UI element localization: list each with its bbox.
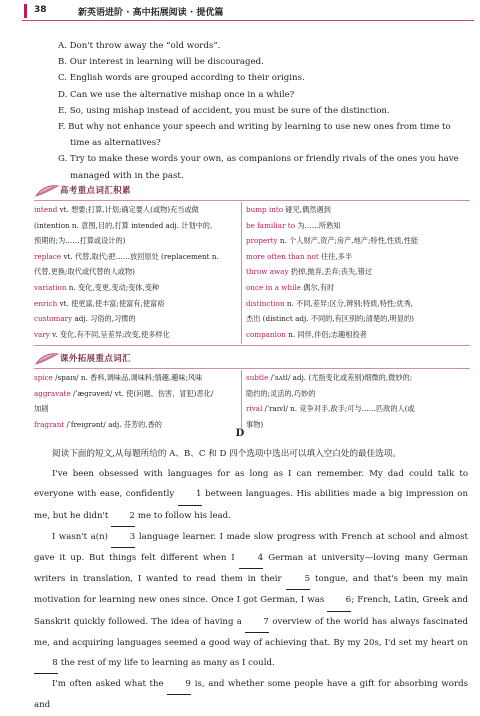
section-label: 高考重点词汇积累: [60, 185, 131, 195]
feather-icon: [34, 351, 60, 365]
vocab-word: more often than not: [246, 251, 319, 261]
vocab-definition: (intention n. 意图,目的,打算 intended adj. 计划中的,: [34, 220, 213, 230]
blank-number: 6: [327, 590, 351, 611]
vocab-definition: n. 不同,差异;区分,辨别;特质,特性;优秀,: [284, 298, 414, 308]
vocab-word: fragrant: [34, 419, 65, 429]
vocab-definition: 偶尔,有时: [300, 282, 335, 292]
passage-text: the rest of my life to learning as many as I could.: [58, 658, 275, 669]
vocab-column-left: [34, 202, 236, 342]
vocab-word: bump into: [246, 205, 284, 214]
vocab-word: once in a while: [246, 282, 301, 292]
vocab-entry: [246, 218, 470, 234]
vocab-entry: [34, 202, 236, 218]
vocab-entry: [246, 264, 470, 280]
passage-text: I wasn't a(n): [52, 531, 112, 542]
vocab-definition: /ˈsʌtl/ adj. (尤指变化或差别)细微的,微妙的;: [268, 373, 413, 382]
vocab-entry: [34, 280, 236, 296]
option-a: A. Don't throw away the “old words”.: [58, 41, 221, 51]
vocab-column-left: [34, 370, 236, 432]
vocab-entry: [34, 401, 236, 417]
passage-text: is, and whether some people have a gift for absorbing words and: [34, 679, 468, 711]
option-g: G. Try to make these words your own, as companions or friendly rivals of the ones you have managed with in the past.: [58, 154, 459, 181]
option-f: F. But why not enhance your speech and writing by learning to use new ones from time to time as alternatives?: [58, 122, 451, 149]
vocab-word: be familiar to: [246, 220, 296, 230]
option-d: D. Can we use the alternative mishap once in a while?: [58, 89, 295, 100]
section-label: 课外拓展重点词汇: [60, 353, 131, 363]
vocab-definition: n. 个人财产,资产;房产,地产;特性,性质,性能: [277, 236, 419, 246]
vocab-entry: [246, 401, 470, 417]
vocab-definition: 事物): [246, 419, 264, 429]
vocab-definition: /spaɪs/ n. 香料,调味品,调味料;情趣,趣味;风味: [52, 373, 203, 382]
vocab-definition: 往往,多半: [318, 251, 353, 261]
option-e: E. So, using mishap instead of accident, you must be sure of the distinction.: [58, 105, 390, 116]
vocab-definition: 为……所熟知: [295, 220, 341, 230]
vocab-word: throw away: [246, 267, 289, 277]
blank-number: 1: [178, 484, 202, 505]
passage-text: I've been obsessed with languages for as long as I can remember. My dad could talk to everyone with ease, confidently: [34, 469, 468, 500]
table-divider: [241, 202, 242, 344]
blank-number: 7: [245, 612, 269, 633]
option-b: B. Our interest in learning will be discouraged.: [58, 57, 264, 68]
feather-icon: [34, 183, 60, 197]
vocab-word: companion: [246, 329, 286, 339]
vocab-entry: [34, 249, 236, 265]
vocab-entry: [246, 327, 470, 343]
vocab-word: spice: [34, 373, 53, 382]
vocab-definition: 隐约的;灵活的,巧妙的: [246, 388, 316, 398]
paragraph-2: [34, 527, 468, 674]
vocab-entry: [246, 233, 470, 249]
option-c: C. English words are grouped according to their origins.: [58, 73, 305, 84]
vocab-word: vary: [34, 329, 50, 339]
vocab-definition: /ˈfreɪɡrənt/ adj. 芬芳的,香的: [64, 419, 162, 429]
passage-text: German at university—loving many German writers in translation, I wanted to read them in their: [34, 553, 468, 585]
section-heading-extended-vocab: [34, 350, 131, 366]
header-accent-tab: [24, 4, 27, 18]
section-d-title: D: [235, 428, 245, 439]
vocab-definition: /ˈæɡrəveɪt/ vt. 使(问题、伤害、冒犯)恶化/: [70, 388, 214, 398]
table-bottom-rule: [34, 345, 470, 346]
vocab-table-core: [34, 202, 470, 344]
instruction: 阅读下面的短文,从每题所给的 A、B、C 和 D 四个选项中选出可以填入空白处的最佳选项。: [52, 449, 402, 459]
vocab-definition: v. 变化,有不同,呈差异;改变,使多样化: [49, 329, 170, 339]
passage-text: overview of the world has always fascinated me, and acquiring languages seemed a good way of achieving that. By my 20s, I'd set my heart on: [34, 616, 468, 648]
vocab-word: enrich: [34, 298, 58, 308]
paragraph-1: [34, 464, 468, 527]
vocab-definition: n. 变化,变更,变动;变体,变种: [66, 282, 160, 292]
vocab-entry: [34, 233, 236, 249]
passage-text: between languages. His abilities made a big impression on me, but he didn't: [34, 489, 468, 521]
blank-number: 2: [111, 506, 135, 527]
vocab-definition: 扔掉,抛弃,丢弃;丧失,错过: [288, 267, 372, 277]
vocab-entry: [34, 311, 236, 327]
blank-number: 4: [239, 548, 263, 569]
vocab-definition: n. 同伴,伴侣;志趣相投者: [285, 329, 367, 339]
vocab-entry: [246, 311, 470, 327]
vocab-definition: vt. 代替,取代;把……放回原处 (replacement n.: [61, 251, 219, 261]
vocab-word: property: [246, 236, 278, 246]
vocab-entry: [34, 264, 236, 280]
passage-text: tongue, and that's been my main motivation for learning new ones since. Once I got German, I was: [34, 574, 468, 606]
vocab-definition: 加剧: [34, 404, 49, 414]
vocab-word: customary: [34, 314, 73, 324]
vocab-definition: adj. 习俗的,习惯的: [72, 314, 136, 324]
passage-text: me to follow his lead.: [135, 510, 231, 521]
passage-text: language learner. I made slow progress with French at school and almost gave it up. But things felt different when I: [34, 531, 468, 564]
blank-number: 3: [111, 527, 135, 548]
vocab-word: aggravate: [34, 388, 71, 398]
vocab-column-right: [246, 202, 470, 342]
vocab-word: replace: [34, 251, 62, 261]
page-header: [0, 0, 480, 26]
vocab-definition: vt. 想要;打算,计划;确定要人(或物)充当或做: [57, 205, 199, 214]
vocab-entry: [34, 386, 236, 402]
passage-text: ; French, Latin, Greek and Sanskrit quickly followed. The idea of having a: [34, 595, 469, 627]
vocab-entry: [246, 249, 470, 265]
table-top-rule: [34, 368, 470, 369]
vocab-definition: vt. 使更富,使丰富;使富有,使富裕: [57, 298, 165, 308]
vocab-definition: 代替,更换;取代或代替的人或物): [34, 267, 135, 277]
vocab-definition: /ˈraɪvl/ n. 竞争对手,敌手;可与……匹敌的人(或: [262, 404, 415, 414]
vocab-column-right: [246, 370, 470, 432]
vocab-word: rival: [246, 404, 263, 414]
book-title: 新英语进阶 · 高中拓展阅读 · 提优篇: [78, 8, 224, 18]
vocab-entry: [246, 370, 470, 386]
vocab-entry: [246, 296, 470, 312]
vocab-word: intend: [34, 205, 58, 214]
section-heading-core-vocab: [34, 182, 131, 198]
blank-number: 5: [286, 569, 310, 590]
vocab-entry: [34, 370, 236, 386]
paragraph-3: [34, 674, 468, 715]
vocab-entry: [34, 218, 236, 234]
vocab-word: variation: [34, 282, 67, 292]
blank-number: 8: [34, 653, 58, 674]
vocab-entry: [246, 202, 470, 218]
page-number: 38: [34, 5, 47, 15]
vocab-definition: 杰出 (distinct adj. 不同的,有区别的;清楚的,明显的): [246, 314, 414, 324]
table-top-rule: [34, 200, 470, 201]
vocab-entry: [34, 327, 236, 343]
passage-text: I'm often asked what the: [52, 679, 168, 690]
vocab-word: subtle: [246, 373, 269, 382]
vocab-entry: [246, 280, 470, 296]
vocab-definition: 碰见,偶然遇到: [283, 205, 331, 214]
vocab-table-extended: [34, 370, 470, 428]
blank-number: 9: [167, 674, 191, 695]
vocab-definition: 预期的;为……打算或设计的): [34, 236, 126, 246]
vocab-entry: [246, 386, 470, 402]
vocab-entry: [34, 296, 236, 312]
cloze-passage: [34, 444, 468, 716]
vocab-word: distinction: [246, 298, 285, 308]
option-list: [58, 38, 468, 184]
table-divider: [241, 370, 242, 428]
